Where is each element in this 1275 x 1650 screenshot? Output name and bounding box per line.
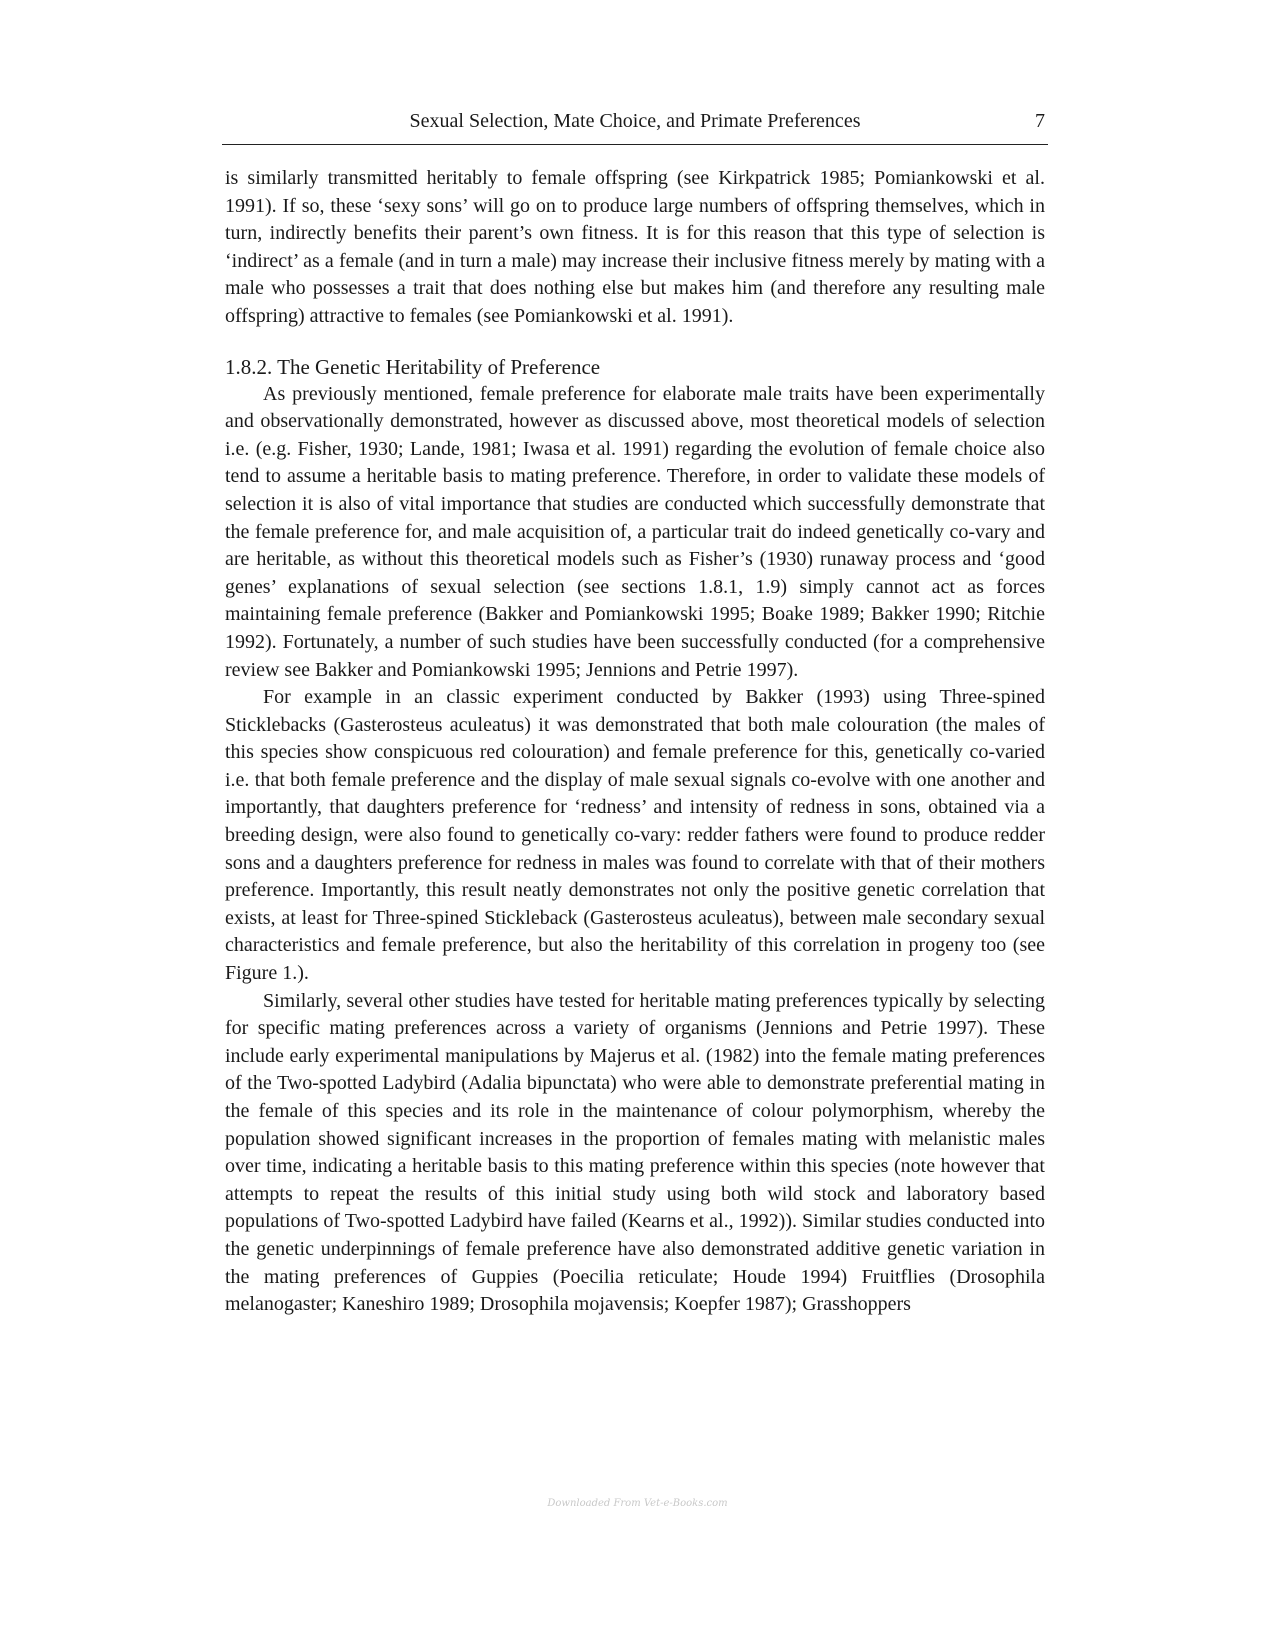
paragraph-2: For example in an classic experiment conducted by Bakker (1993) using Three-spined Sticklebacks (Gasterosteus aculeatus) it was demonstrated that both male colouration (the males of this species show conspicuous red colouration) and female preference for this, genetically co-varied i.e. that both female preference and the display of male sexual signals co-evolve with one another and importantly, that daughters preference for ‘redness’ and intensity of redness in sons, obtained via a breeding design, were also found to genetically co-vary: redder fathers were found to produce redder sons and a daughters preference for redness in males was found to correlate with that of their mothers preference. Importantly, this result neatly demonstrates not only the positive genetic correlation that exists, at least for Three-spined Stickleback (Gasterosteus aculeatus), between male secondary sexual characteristics and female preference, but also the heritability of this correlation in progeny too (see Figure 1.). [225,686,1045,985]
download-watermark: Downloaded From Vet-e-Books.com [547,1498,728,1509]
running-title: Sexual Selection, Mate Choice, and Primate Preferences [409,110,861,132]
body-text [225,165,1045,1319]
page-number: 7 [1035,110,1045,132]
paragraph-continuation: is similarly transmitted heritably to female offspring (see Kirkpatrick 1985; Pomiankowski et al. 1991). If so, these ‘sexy sons’ will go on to produce large numbers of offspring themselves, which in turn, indirectly benefits their parent’s own fitness. It is for this reason that this type of selection is ‘indirect’ as a female (and in turn a male) may increase their inclusive fitness merely by mating with a male who possesses a trait that does nothing else but makes him (and therefore any resulting male offspring) attractive to females (see Pomiankowski et al. 1991). [225,167,1045,327]
paragraph-1: As previously mentioned, female preference for elaborate male traits have been experimentally and observationally demonstrated, however as discussed above, most theoretical models of selection i.e. (e.g. Fisher, 1930; Lande, 1981; Iwasa et al. 1991) regarding the evolution of female choice also tend to assume a heritable basis to mating preference. Therefore, in order to validate these models of selection it is also of vital importance that studies are conducted which successfully demonstrate that the female preference for, and male acquisition of, a particular trait do indeed genetically co-vary and are heritable, as without this theoretical models such as Fisher’s (1930) runaway process and ‘good genes’ explanations of sexual selection (see sections 1.8.1, 1.9) simply cannot act as forces maintaining female preference (Bakker and Pomiankowski 1995; Boake 1989; Bakker 1990; Ritchie 1992). Fortunately, a number of such studies have been successfully conducted (for a comprehensive review see Bakker and Pomiankowski 1995; Jennions and Petrie 1997). [225,382,1045,681]
paragraph-3: Similarly, several other studies have tested for heritable mating preferences typically by selecting for specific mating preferences across a variety of organisms (Jennions and Petrie 1997). These include early experimental manipulations by Majerus et al. (1982) into the female mating preferences of the Two-spotted Ladybird (Adalia bipunctata) who were able to demonstrate preferential mating in the female of this species and its role in the maintenance of colour polymorphism, whereby the population showed significant increases in the proportion of females mating with melanistic males over time, indicating a heritable basis to this mating preference within this species (note however that attempts to repeat the results of this initial study using both wild stock and laboratory based populations of Two-spotted Ladybird have failed (Kearns et al., 1992)). Similar studies conducted into the genetic underpinnings of female preference have also demonstrated additive genetic variation in the mating preferences of Guppies (Poecilia reticulate; Houde 1994) Fruitflies (Drosophila melanogaster; Kaneshiro 1989; Drosophila mojavensis; Koepfer 1987); Grasshoppers [225,989,1045,1316]
section-heading: 1.8.2. The Genetic Heritability of Preference [225,354,601,379]
running-header [222,108,1048,145]
